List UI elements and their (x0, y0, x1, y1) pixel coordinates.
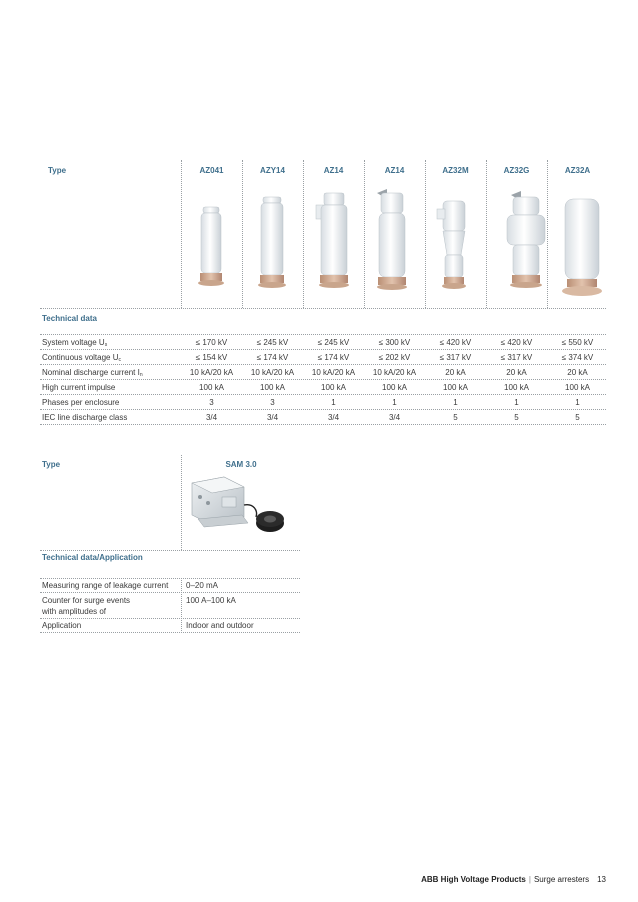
data-cell: ≤ 317 kV (500, 353, 533, 362)
data-cell: 3/4 (388, 413, 401, 422)
data-cell: 1 (575, 398, 580, 407)
data-cell: 5 (575, 413, 580, 422)
row-label: Phases per enclosure (42, 398, 120, 407)
data-cell: 1 (514, 398, 519, 407)
page-number: 13 (597, 875, 606, 884)
data-cell: ≤ 170 kV (195, 338, 228, 347)
technical-data-application-title: Technical data/Application (42, 553, 143, 562)
footer-brand: ABB High Voltage Products (421, 875, 526, 884)
data-cell: 20 kA (567, 368, 588, 377)
product-az14-tall-image (377, 189, 407, 290)
page-footer: ABB High Voltage Products | Surge arresters 13 (421, 875, 606, 884)
data-cell: 3 (270, 398, 275, 407)
data-cell: Indoor and outdoor (186, 621, 254, 630)
data-cell: 20 kA (445, 368, 466, 377)
sam-monitor-image (188, 475, 293, 545)
model-name: SAM 3.0 (225, 460, 257, 469)
row-label: Nominal discharge current $I_n$ (42, 368, 143, 378)
model-name: AZ32M (442, 166, 469, 175)
row-label: System voltage $U_s$ (42, 338, 108, 348)
data-cell: ≤ 202 kV (378, 353, 411, 362)
surge-arrester-product-images (181, 185, 611, 305)
data-cell: 100 A–100 kA (186, 596, 236, 605)
row-label: Application (42, 621, 82, 630)
data-cell: ≤ 374 kV (561, 353, 594, 362)
row-label: Counter for surge events (42, 596, 131, 605)
row-label: High current impulse (42, 383, 116, 392)
data-cell: 3/4 (327, 413, 340, 422)
data-cell: 100 kA (321, 383, 346, 392)
data-cell: 3/4 (205, 413, 218, 422)
footer-section: Surge arresters (533, 875, 590, 884)
data-cell: 100 kA (443, 383, 468, 392)
data-cell: ≤ 420 kV (439, 338, 472, 347)
data-cell: 100 kA (199, 383, 224, 392)
data-cell: 0–20 mA (186, 581, 219, 590)
product-az041-image (198, 207, 224, 286)
data-cell: 5 (453, 413, 458, 422)
data-cell: 5 (514, 413, 519, 422)
data-cell: 1 (392, 398, 397, 407)
data-cell: ≤ 300 kV (378, 338, 411, 347)
model-name: AZ041 (199, 166, 224, 175)
table2-type-label: Type (42, 460, 61, 469)
data-cell: 3 (209, 398, 214, 407)
data-cell: ≤ 317 kV (439, 353, 472, 362)
model-name: AZY14 (260, 166, 285, 175)
data-cell: 3/4 (266, 413, 279, 422)
data-cell: ≤ 420 kV (500, 338, 533, 347)
model-name: AZ32A (564, 166, 591, 175)
row-label: Measuring range of leakage current (42, 581, 169, 590)
data-cell: ≤ 245 kV (256, 338, 289, 347)
product-az32a-image (562, 199, 602, 296)
table1-type-label: Type (48, 166, 67, 175)
data-cell: ≤ 154 kV (195, 353, 228, 362)
row-label: IEC line discharge class (42, 413, 128, 422)
product-az14-image (316, 193, 349, 288)
data-cell: 100 kA (382, 383, 407, 392)
data-cell: 10 kA/20 kA (250, 368, 295, 377)
product-az32m-image (437, 201, 466, 289)
data-cell: ≤ 550 kV (561, 338, 594, 347)
product-azy14-image (258, 197, 286, 288)
model-name: AZ32G (503, 166, 530, 175)
data-cell: 10 kA/20 kA (189, 368, 234, 377)
product-az32g-image (507, 191, 545, 288)
data-cell: ≤ 245 kV (317, 338, 350, 347)
data-cell: 100 kA (565, 383, 590, 392)
data-cell: ≤ 174 kV (317, 353, 350, 362)
data-cell: 1 (453, 398, 458, 407)
data-cell: 10 kA/20 kA (372, 368, 417, 377)
data-cell: 10 kA/20 kA (311, 368, 356, 377)
row-label: Continuous voltage $U_c$ (42, 353, 121, 363)
technical-data-title: Technical data (42, 314, 97, 323)
data-cell: 1 (331, 398, 336, 407)
data-cell: 20 kA (506, 368, 527, 377)
data-cell: 100 kA (260, 383, 285, 392)
model-name: AZ14 (384, 166, 405, 175)
row-label-continued: with amplitudes of (42, 607, 107, 616)
data-cell: 100 kA (504, 383, 529, 392)
model-name: AZ14 (323, 166, 344, 175)
data-cell: ≤ 174 kV (256, 353, 289, 362)
